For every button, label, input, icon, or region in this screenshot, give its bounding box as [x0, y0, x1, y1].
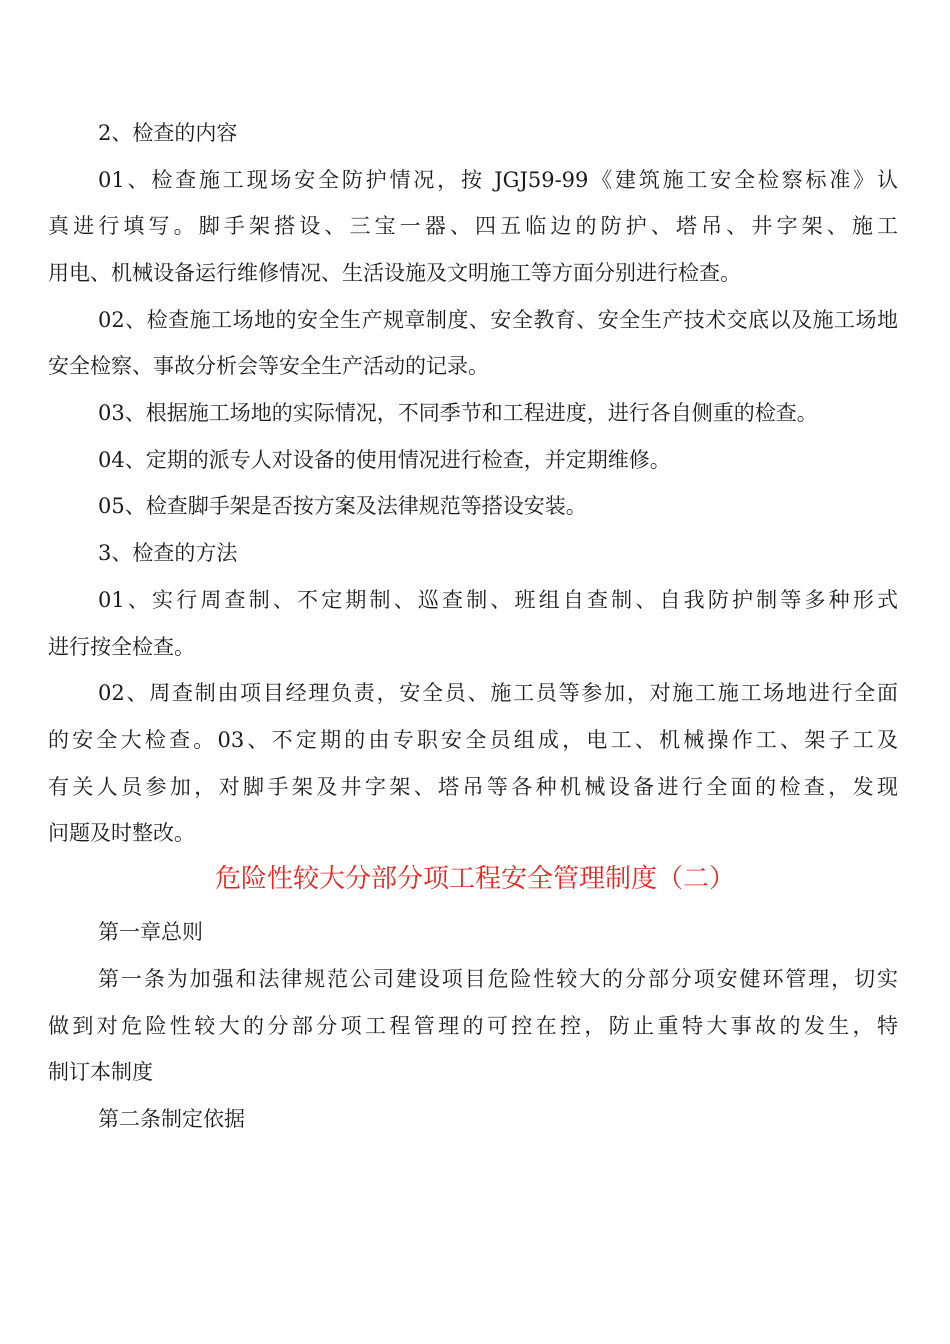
paragraph-line: 01、检查施工现场安全防护情况，按 JGJ59-99《建筑施工安全检察标准》认 — [98, 168, 898, 192]
paragraph-line: 03、根据施工场地的实际情况，不同季节和工程进度，进行各自侧重的检查。 — [98, 401, 818, 425]
paragraph-line: 问题及时整改。 — [48, 821, 195, 845]
paragraph-line: 做到对危险性较大的分部分项工程管理的可控在控，防止重特大事故的发生，特 — [48, 1014, 898, 1038]
paragraph-line: 用电、机械设备运行维修情况、生活设施及文明施工等方面分别进行检查。 — [48, 261, 741, 285]
document-title: 危险性较大分部分项工程安全管理制度（二） — [214, 864, 735, 894]
paragraph-line: 02、周查制由项目经理负责，安全员、施工员等参加，对施工施工场地进行全面 — [98, 681, 898, 705]
paragraph-line: 有关人员参加，对脚手架及井字架、塔吊等各种机械设备进行全面的检查，发现 — [48, 775, 898, 799]
section-heading-inspection-content: 2、检查的内容 — [98, 121, 238, 145]
paragraph-line: 02、检查施工场地的安全生产规章制度、安全教育、安全生产技术交底以及施工场地 — [98, 308, 898, 332]
paragraph-line: 的安全大检查。03、不定期的由专职安全员组成，电工、机械操作工、架子工及 — [48, 728, 898, 752]
paragraph-line: 第一条为加强和法律规范公司建设项目危险性较大的分部分项安健环管理，切实 — [98, 967, 898, 991]
article-heading: 第二条制定依据 — [98, 1107, 245, 1131]
paragraph-line: 制订本制度 — [48, 1060, 153, 1084]
paragraph-line: 真进行填写。脚手架搭设、三宝一器、四五临边的防护、塔吊、井字架、施工 — [48, 214, 898, 238]
paragraph-line: 进行按全检查。 — [48, 635, 195, 659]
chapter-heading: 第一章总则 — [98, 920, 203, 944]
paragraph-line: 05、检查脚手架是否按方案及法律规范等搭设安装。 — [98, 494, 587, 518]
section-heading-inspection-method: 3、检查的方法 — [98, 541, 238, 565]
paragraph-line: 安全检察、事故分析会等安全生产活动的记录。 — [48, 354, 489, 378]
paragraph-line: 01、实行周查制、不定期制、巡查制、班组自查制、自我防护制等多种形式 — [98, 588, 898, 612]
paragraph-line: 04、定期的派专人对设备的使用情况进行检查，并定期维修。 — [98, 448, 671, 472]
